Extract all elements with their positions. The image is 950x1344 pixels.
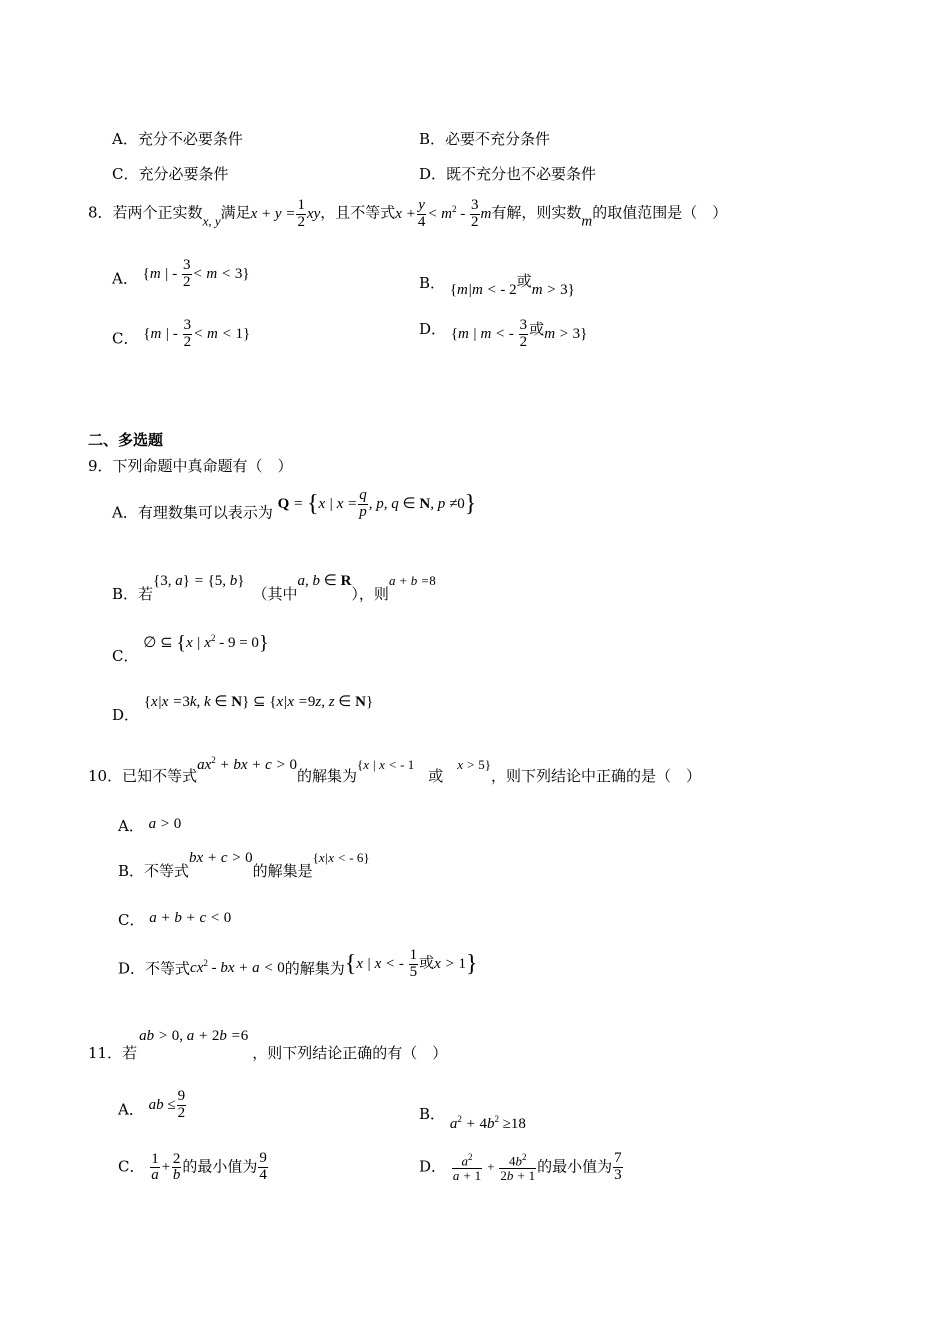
option-key: D． bbox=[118, 959, 146, 978]
math-set: {m | - $\frac{3}{2}$ < m < 1} bbox=[143, 317, 251, 350]
option-text: 的解集是 bbox=[252, 862, 313, 880]
math-inequality: x + $\frac{y}{4}$ < $m^2$ - $\frac{3}{2}$ m bbox=[395, 197, 492, 230]
option-key: A． bbox=[118, 817, 144, 835]
q10-option-c bbox=[118, 909, 231, 930]
or-text: 或 bbox=[419, 953, 435, 972]
section-title: 二、多选题 bbox=[88, 431, 164, 449]
math-set: {x | x < - $\frac{1}{5}$ bbox=[344, 947, 418, 980]
math-expr: a > 0 bbox=[148, 816, 182, 832]
option-key: B． bbox=[419, 130, 446, 148]
q9-option-a bbox=[112, 488, 476, 523]
q7-option-c bbox=[112, 163, 229, 184]
q11-option-c bbox=[118, 1151, 269, 1184]
math-set: {x | x < - 1 bbox=[356, 757, 415, 772]
math-subset: {x|x =3k, k ∈ N} ⊆ {x|x =9z, z ∈ N} bbox=[143, 694, 374, 710]
q10-option-d bbox=[118, 948, 477, 981]
option-text: 有理数集可以表示为 bbox=[137, 503, 273, 522]
math-expr: $a^2 + 4b^2 \ge 18$ bbox=[449, 1114, 526, 1132]
math-inequality: $ax^2$ + bx + c > 0 bbox=[197, 755, 297, 773]
math-set-q: Q = {x | x = $\frac{q}{p}$ , p, q ∈ N, p ≠0} bbox=[277, 487, 477, 520]
math-cond: a, b ∈ R bbox=[297, 573, 352, 589]
math-expr: a + b + c < 0 bbox=[149, 910, 232, 926]
q9-option-b bbox=[112, 571, 436, 604]
option-key: D． bbox=[112, 706, 140, 724]
option-text: （其中 bbox=[252, 585, 298, 603]
math-expr: $\frac{1}{a}$ + $\frac{2}{b}$ bbox=[151, 1150, 181, 1184]
option-text: 不等式 bbox=[145, 959, 191, 978]
math-inequality: bx + c > 0 bbox=[189, 850, 253, 866]
question-number: 11． bbox=[88, 1044, 123, 1062]
option-key: C． bbox=[112, 165, 139, 183]
option-key: A． bbox=[112, 130, 138, 148]
math-condition: ab > 0, a + 2b =6 bbox=[139, 1028, 249, 1044]
math-set: {x|x < - 6} bbox=[312, 850, 370, 865]
q8-option-b bbox=[419, 270, 575, 299]
math-value: $\frac{9}{4}$ bbox=[259, 1150, 267, 1183]
math-expr: ab ≤ $\frac{9}{2}$ bbox=[148, 1088, 186, 1121]
q7-option-b bbox=[419, 128, 550, 149]
option-key: B． bbox=[112, 585, 139, 603]
math-set: {m|m < - 2 bbox=[449, 282, 517, 298]
q9-option-d bbox=[112, 692, 373, 725]
stem-text: 有解，则实数 bbox=[491, 203, 582, 222]
math-set: m > 3} bbox=[531, 282, 575, 298]
or-text: 或 bbox=[516, 272, 532, 290]
math-set: {m | - $\frac{3}{2}$ < m < 3} bbox=[142, 257, 250, 290]
option-key: B． bbox=[419, 274, 446, 292]
stem-text: ，则下列结论中正确的是（ ） bbox=[491, 767, 702, 785]
option-key: C． bbox=[118, 1157, 145, 1176]
option-key: A． bbox=[118, 1100, 144, 1119]
q10-option-b bbox=[118, 848, 370, 881]
option-text: 不等式 bbox=[144, 862, 190, 880]
q7-option-d bbox=[419, 163, 596, 184]
math-inequality: $cx^2$ - bx + a < 0 bbox=[190, 957, 285, 976]
math-var: m bbox=[581, 213, 593, 230]
stem-text: 的取值范围是（ ） bbox=[592, 203, 728, 222]
option-text: 充分不必要条件 bbox=[137, 130, 243, 148]
stem-text: ，则下列结论正确的有（ ） bbox=[252, 1044, 448, 1062]
stem-text: 的解集为 bbox=[296, 767, 357, 785]
math-subset: ∅ ⊆ {x | $x^2 - 9 = 0$} bbox=[143, 632, 269, 654]
math-set: {m | m < - $\frac{3}{2}$ bbox=[450, 317, 528, 351]
math-vars: x, y bbox=[202, 213, 221, 229]
q9-option-c bbox=[112, 632, 269, 666]
option-key: B． bbox=[118, 862, 145, 880]
stem-text: 若两个正实数 bbox=[112, 203, 203, 222]
option-key: C． bbox=[112, 646, 139, 665]
math-expr: $\frac{a^2}{a + 1}$ + $\frac{4b^2}{2b + 1}$ bbox=[452, 1152, 536, 1184]
option-text: ），则 bbox=[351, 585, 389, 603]
q8-option-a bbox=[112, 258, 250, 291]
stem-text: 若 bbox=[122, 1044, 138, 1062]
question-number: 10． bbox=[88, 767, 123, 785]
option-text: 既不充分也不必要条件 bbox=[446, 165, 597, 183]
option-text: 若 bbox=[138, 585, 154, 603]
q11-option-a bbox=[118, 1089, 187, 1122]
option-key: B． bbox=[419, 1105, 446, 1123]
stem-text: ，且不等式 bbox=[320, 203, 396, 222]
stem-text: 下列命题中真命题有（ ） bbox=[112, 457, 293, 475]
option-key: A． bbox=[112, 269, 138, 288]
option-key: C． bbox=[118, 911, 145, 929]
option-key: D． bbox=[419, 165, 447, 183]
option-key: D． bbox=[419, 320, 447, 338]
question-number: 8． bbox=[88, 203, 113, 222]
q10-option-a bbox=[118, 815, 181, 836]
math-condition: x + y = $\frac{1}{2}$ xy bbox=[250, 197, 321, 230]
q9-stem bbox=[88, 455, 293, 476]
math-value: $\frac{7}{3}$ bbox=[614, 1150, 622, 1183]
stem-text: 已知不等式 bbox=[122, 767, 198, 785]
math-set: x > 5} bbox=[457, 757, 492, 772]
option-text: 的最小值为 bbox=[182, 1157, 258, 1176]
question-number: 9． bbox=[88, 457, 113, 475]
math-sum: a + b =8 bbox=[388, 573, 436, 588]
option-text: 的最小值为 bbox=[537, 1157, 613, 1176]
option-key: A． bbox=[112, 503, 138, 522]
q8-option-c bbox=[112, 318, 250, 351]
option-text: 的解集为 bbox=[284, 959, 345, 978]
q11-option-d bbox=[419, 1151, 624, 1184]
q11-option-b bbox=[419, 1103, 526, 1133]
math-set: x > 1} bbox=[434, 950, 478, 977]
q10-stem bbox=[88, 755, 701, 786]
q7-option-a bbox=[112, 128, 243, 149]
option-key: C． bbox=[112, 329, 139, 348]
or-text: 或 bbox=[428, 767, 444, 785]
option-text: 必要不充分条件 bbox=[445, 130, 551, 148]
q8-option-d bbox=[419, 318, 587, 351]
math-set-eq: {3, a} = {5, b} bbox=[153, 573, 245, 589]
q8-stem bbox=[88, 198, 727, 231]
option-key: D． bbox=[419, 1157, 447, 1176]
option-text: 充分必要条件 bbox=[138, 165, 229, 183]
or-text: 或 bbox=[529, 320, 545, 338]
stem-text: 满足 bbox=[220, 203, 251, 222]
q11-stem bbox=[88, 1026, 447, 1063]
math-set: m > 3} bbox=[544, 326, 588, 342]
